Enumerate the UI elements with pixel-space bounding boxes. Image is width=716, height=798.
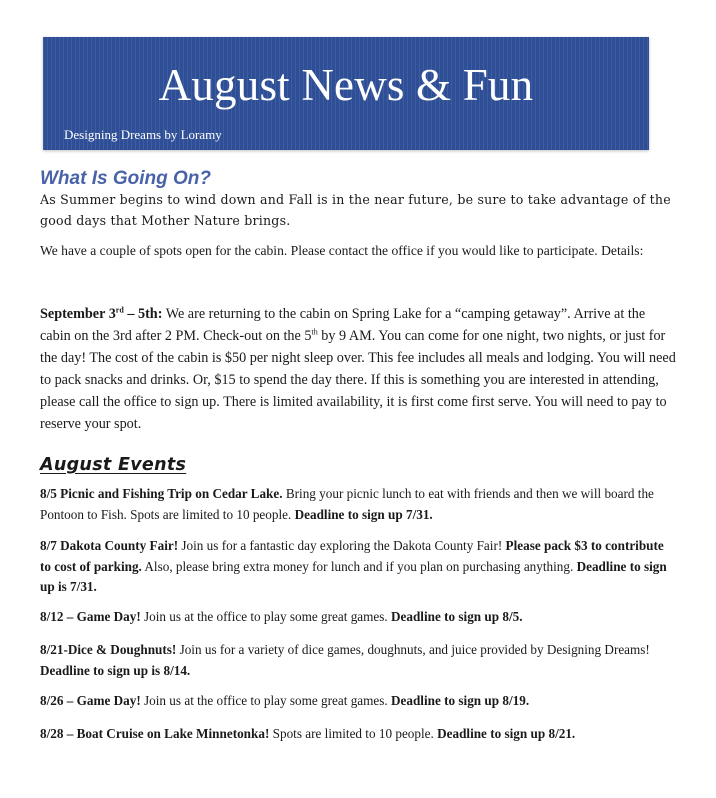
newsletter-title: August News & Fun xyxy=(158,60,534,110)
header-banner xyxy=(43,37,649,150)
event-item-picnic: 8/5 Picnic and Fishing Trip on Cedar Lake. Bring your picnic lunch to eat with friends and then we will board the Pontoon to Fish. Spots are limited to 10 people. Deadline to sign up 7/31. xyxy=(40,486,654,522)
event-item-game-day-2: 8/26 – Game Day! Join us at the office to play some great games. Deadline to sign up 8/19. xyxy=(40,693,530,708)
event-item-boat-cruise: 8/28 – Boat Cruise on Lake Minnetonka! Spots are limited to 10 people. Deadline to sign up 8/21. xyxy=(40,726,576,741)
cabin-details-paragraph: September 3rd – 5th: We are returning to the cabin on Spring Lake for a “camping getaway”. Arrive at the cabin on the 3rd after 2 PM. Check-out on the 5th by 9 AM. You can come for one night, two nights, or just for the day! The cost of the cabin is $50 per night sleep over. This fee includes all meals and lodging. You will need to pack snacks and drinks. Or, $15 to spend the day there. If this is something you are interested in attending, please call the office to sign up. There is limited availability, it is first come first serve. You will need to pay to reserve your spot. xyxy=(40,305,676,432)
event-item-county-fair: 8/7 Dakota County Fair! Join us for a fantastic day exploring the Dakota County Fair! Please pack $3 to contribute to cost of parking. Also, please bring extra money for lunch and if you plan on purchasing anything. Deadline to sign up is 7/31. xyxy=(40,538,667,594)
section-heading-whats-going-on: What Is Going On? xyxy=(40,168,211,189)
event-item-dice-doughnuts: 8/21-Dice & Doughnuts! Join us for a variety of dice games, doughnuts, and juice provided by Designing Dreams! Deadline to sign up is 8/14. xyxy=(40,642,650,678)
event-item-game-day-1: 8/12 – Game Day! Join us at the office to play some great games. Deadline to sign up 8/5. xyxy=(40,609,523,624)
newsletter-subtitle: Designing Dreams by Loramy xyxy=(64,127,222,142)
cabin-date: September 3rd – 5th: xyxy=(40,305,163,322)
cabin-spots-paragraph: We have a couple of spots open for the cabin. Please contact the office if you would like to participate. Details: xyxy=(40,243,644,258)
section-heading-august-events: August Events xyxy=(40,455,187,475)
intro-paragraph: As Summer begins to wind down and Fall is in the near future, be sure to take advantage of the good days that Mother Nature brings. xyxy=(40,192,671,228)
